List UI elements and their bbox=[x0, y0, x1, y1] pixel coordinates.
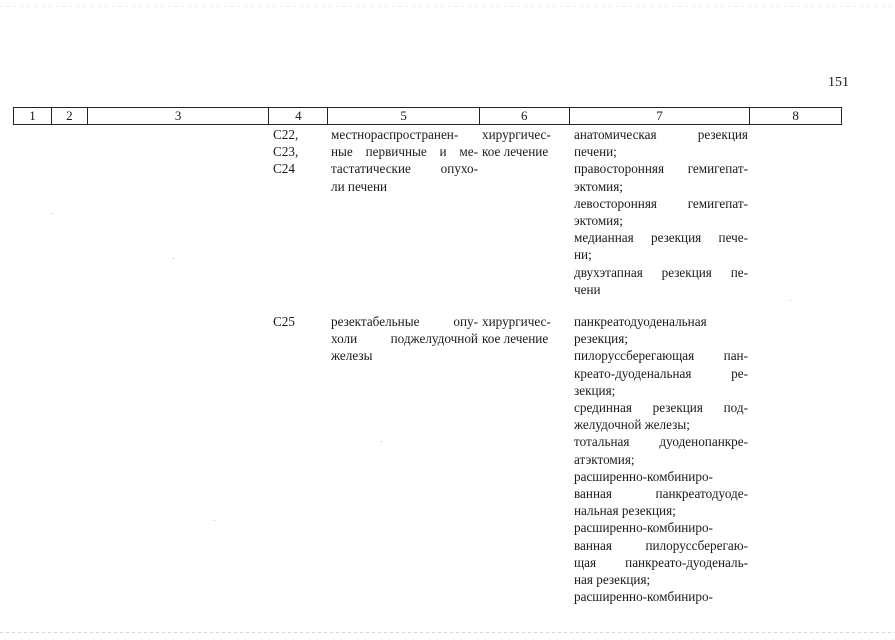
header-cell-8: 8 bbox=[792, 108, 799, 123]
row2-method-line: желудочной железы; bbox=[574, 417, 690, 433]
row2-treatment-type bbox=[482, 313, 568, 347]
row2-method-line: резекция; bbox=[574, 331, 628, 347]
row2-method-line: ная резекция; bbox=[574, 572, 651, 588]
row2-treatment-line: хирургичес- bbox=[482, 314, 551, 329]
row2-method-line: зекция; bbox=[574, 382, 616, 398]
row1-condition-line: тастатические опухо- bbox=[331, 161, 478, 177]
row2-method-line: срединная резекция под- bbox=[574, 400, 748, 416]
row2-method-line: нальная резекция; bbox=[574, 503, 676, 519]
row1-method-line: эктомия; bbox=[574, 213, 623, 229]
row1-treatment-line: кое лечение bbox=[482, 144, 549, 160]
scan-speck bbox=[52, 213, 53, 214]
scan-speck bbox=[381, 441, 382, 442]
row2-method-line: щая панкреато-дуоденаль- bbox=[574, 554, 748, 570]
row2-method-line: тотальная дуоденопанкре- bbox=[574, 434, 748, 450]
row1-condition bbox=[331, 126, 478, 195]
scan-speck bbox=[214, 520, 215, 521]
row1-condition-line: ные первичные и ме- bbox=[331, 144, 478, 160]
row1-condition-line: ли печени bbox=[331, 178, 388, 194]
header-cell-2: 2 bbox=[52, 108, 88, 124]
row2-treatment-methods bbox=[574, 313, 748, 605]
row1-diagnosis-codes bbox=[273, 126, 325, 178]
row1-method-line: правосторонняя гемигепат- bbox=[574, 161, 748, 177]
header-cell-5: 5 bbox=[328, 108, 480, 124]
row1-method-line: ни; bbox=[574, 247, 592, 263]
row2-method-line: ванная панкреатодуоде- bbox=[574, 486, 748, 502]
header-cell-6: 6 bbox=[480, 108, 570, 124]
row1-method-line: печени; bbox=[574, 144, 617, 160]
row2-method-line: расширенно-комбиниро- bbox=[574, 468, 713, 484]
row2-condition-line: холи поджелудочной bbox=[331, 331, 478, 347]
row2-condition-line: железы bbox=[331, 348, 373, 364]
row2-method-line: атэктомия; bbox=[574, 451, 635, 467]
page-number: 151 bbox=[828, 75, 849, 90]
table-header-row bbox=[13, 107, 842, 125]
row1-code: C22, bbox=[273, 127, 299, 142]
row2-method-line: креато-дуоденальная ре- bbox=[574, 365, 748, 381]
row2-method-line: пилоруссберегающая пан- bbox=[574, 348, 748, 364]
row2-diagnosis-codes bbox=[273, 313, 325, 330]
scan-bottom-edge bbox=[0, 632, 895, 633]
row2-method-line: расширенно-комбиниро- bbox=[574, 589, 713, 605]
row1-method-line: медианная резекция пече- bbox=[574, 230, 748, 246]
row1-method-line: эктомия; bbox=[574, 178, 623, 194]
row2-code: C25 bbox=[273, 314, 295, 329]
row2-method-line: расширенно-комбиниро- bbox=[574, 520, 713, 536]
row2-method-line: ванная пилоруссберегаю- bbox=[574, 537, 748, 553]
row2-treatment-line: кое лечение bbox=[482, 331, 549, 347]
row1-method-line: чени bbox=[574, 281, 601, 297]
header-cell-4: 4 bbox=[269, 108, 328, 124]
row1-method-line: левосторонняя гемигепат- bbox=[574, 195, 748, 211]
row2-condition bbox=[331, 313, 478, 365]
scan-top-edge bbox=[0, 6, 895, 7]
row1-method-line: анатомическая резекция bbox=[574, 127, 748, 142]
row1-method-line: двухэтапная резекция пе- bbox=[574, 264, 748, 280]
header-cell-3: 3 bbox=[88, 108, 270, 124]
row2-method-line: панкреатодуоденальная bbox=[574, 314, 707, 329]
row1-condition-line: местнораспространен- bbox=[331, 127, 459, 142]
row1-code: C23, bbox=[273, 144, 299, 160]
header-cell-1: 1 bbox=[14, 108, 52, 124]
row1-treatment-line: хирургичес- bbox=[482, 127, 551, 142]
row1-code: C24 bbox=[273, 161, 295, 177]
header-cell-7: 7 bbox=[570, 108, 751, 124]
scan-speck bbox=[790, 300, 791, 301]
row1-treatment-methods bbox=[574, 126, 748, 298]
row1-treatment-type bbox=[482, 126, 568, 160]
scan-speck bbox=[173, 258, 174, 259]
row2-condition-line: резектабельные опу- bbox=[331, 314, 478, 329]
